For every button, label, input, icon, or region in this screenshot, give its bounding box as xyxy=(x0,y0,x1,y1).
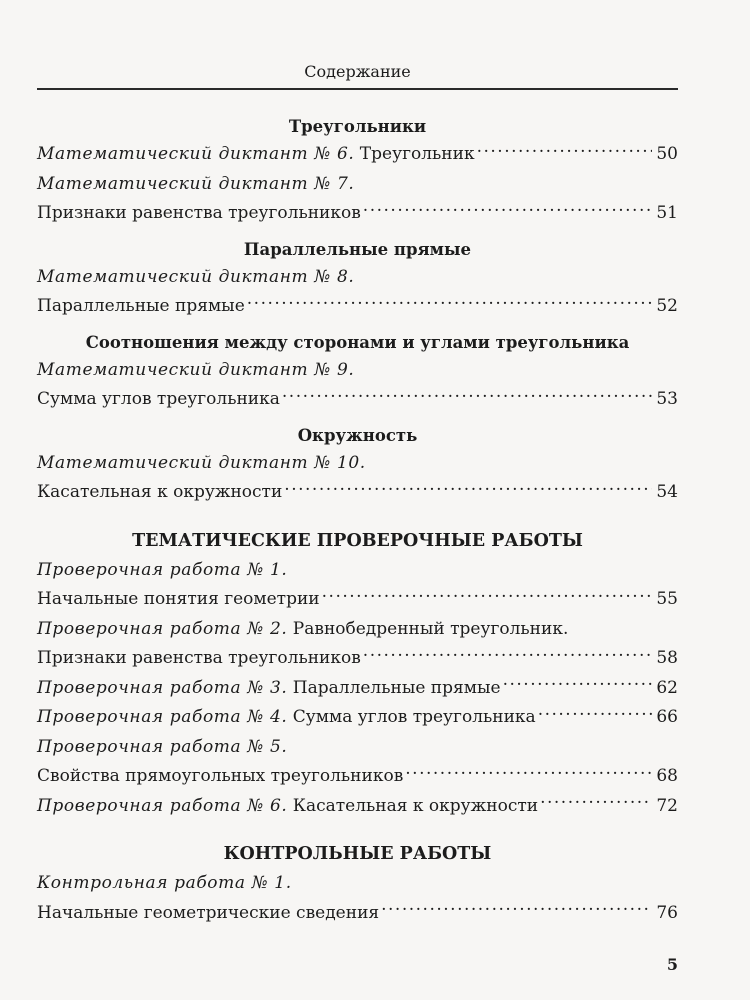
dot-leader xyxy=(381,901,652,918)
entry-page-number: 52 xyxy=(656,296,678,316)
toc-entry xyxy=(37,556,678,586)
entry-topic: Треугольник xyxy=(354,144,475,164)
toc-entry xyxy=(37,615,678,645)
toc-entry xyxy=(37,263,678,293)
section-heading: Треугольники xyxy=(288,117,427,136)
dot-leader xyxy=(540,794,652,811)
dot-leader xyxy=(247,294,652,311)
toc-entry xyxy=(37,869,678,899)
entry-work-title: Проверочная работа № 5. xyxy=(37,736,288,757)
entry-work-title: Математический диктант № 10. xyxy=(37,452,366,473)
toc-entry xyxy=(37,449,678,479)
entry-topic: Параллельные прямые xyxy=(287,677,501,698)
dot-leader xyxy=(284,480,652,497)
section-heading: Окружность xyxy=(297,425,418,445)
entry-work-title: Математический диктант № 6. xyxy=(37,144,355,164)
entry-topic: Равнобедренный треугольник. xyxy=(287,618,569,639)
dot-leader xyxy=(282,387,652,404)
section-heading: КОНТРОЛЬНЫЕ РАБОТЫ xyxy=(223,844,492,864)
dot-leader xyxy=(477,142,652,159)
dot-leader xyxy=(503,676,652,693)
entry-work-title: Проверочная работа № 2. xyxy=(37,618,288,639)
entry-work-title: Математический диктант № 9. xyxy=(37,359,355,380)
entry-work-title: Математический диктант № 8. xyxy=(37,266,355,287)
toc-entry xyxy=(37,140,678,170)
entry-topic: Свойства прямоугольных треугольников xyxy=(37,766,404,786)
entry-page-number: 54 xyxy=(656,482,678,502)
entry-topic: Касательная к окружности xyxy=(37,482,283,502)
toc-entry xyxy=(37,644,678,674)
toc-entry xyxy=(37,899,678,929)
entry-page-number: 53 xyxy=(656,389,678,409)
entry-topic: Касательная к окружности xyxy=(287,795,539,816)
toc-entry xyxy=(37,674,678,704)
entry-work-title: Контрольная работа № 1. xyxy=(37,873,292,893)
dot-leader xyxy=(322,587,652,604)
entry-topic: Начальные геометрические сведения xyxy=(37,902,380,923)
section-heading: ТЕМАТИЧЕСКИЕ ПРОВЕРОЧНЫЕ РАБОТЫ xyxy=(132,530,583,551)
toc-entry xyxy=(37,170,678,200)
toc-entry xyxy=(37,792,678,822)
dot-leader xyxy=(538,705,652,722)
entry-topic: Параллельные прямые xyxy=(37,296,245,316)
toc-entry xyxy=(37,762,678,792)
dot-leader xyxy=(363,646,652,663)
toc-entry xyxy=(37,703,678,733)
running-head: Содержание xyxy=(304,62,411,81)
toc-entry xyxy=(37,292,678,322)
toc-entry xyxy=(37,733,678,763)
entry-page-number: 55 xyxy=(656,589,678,609)
section-heading: Параллельные прямые xyxy=(243,239,472,259)
entry-page-number: 66 xyxy=(656,707,678,727)
entry-work-title: Математический диктант № 7. xyxy=(37,173,355,194)
toc-entry xyxy=(37,356,678,386)
table-of-contents xyxy=(37,114,678,928)
entry-topic: Сумма углов треугольника xyxy=(37,389,280,409)
entry-page-number: 68 xyxy=(656,766,678,786)
header-rule xyxy=(37,88,678,90)
entry-work-title: Проверочная работа № 3. xyxy=(37,677,288,698)
dot-leader xyxy=(405,764,652,781)
toc-entry xyxy=(37,478,678,508)
entry-work-title: Проверочная работа № 6. xyxy=(37,795,288,816)
entry-page-number: 72 xyxy=(656,795,678,816)
book-page xyxy=(37,0,678,1000)
section-heading: Соотношения между сторонами и углами треугольника xyxy=(85,332,630,352)
entry-work-title: Проверочная работа № 4. xyxy=(37,707,288,727)
entry-page-number: 62 xyxy=(656,677,678,698)
entry-page-number: 76 xyxy=(656,902,678,923)
entry-work-title: Проверочная работа № 1. xyxy=(37,559,288,580)
entry-topic: Признаки равенства треугольников xyxy=(37,648,361,668)
dot-leader xyxy=(363,201,652,218)
entry-topic: Признаки равенства треугольников xyxy=(37,203,361,223)
toc-entry xyxy=(37,385,678,415)
toc-entry xyxy=(37,199,678,229)
toc-entry xyxy=(37,585,678,615)
entry-page-number: 58 xyxy=(656,648,678,668)
entry-page-number: 51 xyxy=(656,203,678,223)
entry-topic: Сумма углов треугольника xyxy=(287,707,536,727)
entry-page-number: 50 xyxy=(656,144,678,164)
entry-topic: Начальные понятия геометрии xyxy=(37,589,320,609)
page-number: 5 xyxy=(666,955,678,974)
